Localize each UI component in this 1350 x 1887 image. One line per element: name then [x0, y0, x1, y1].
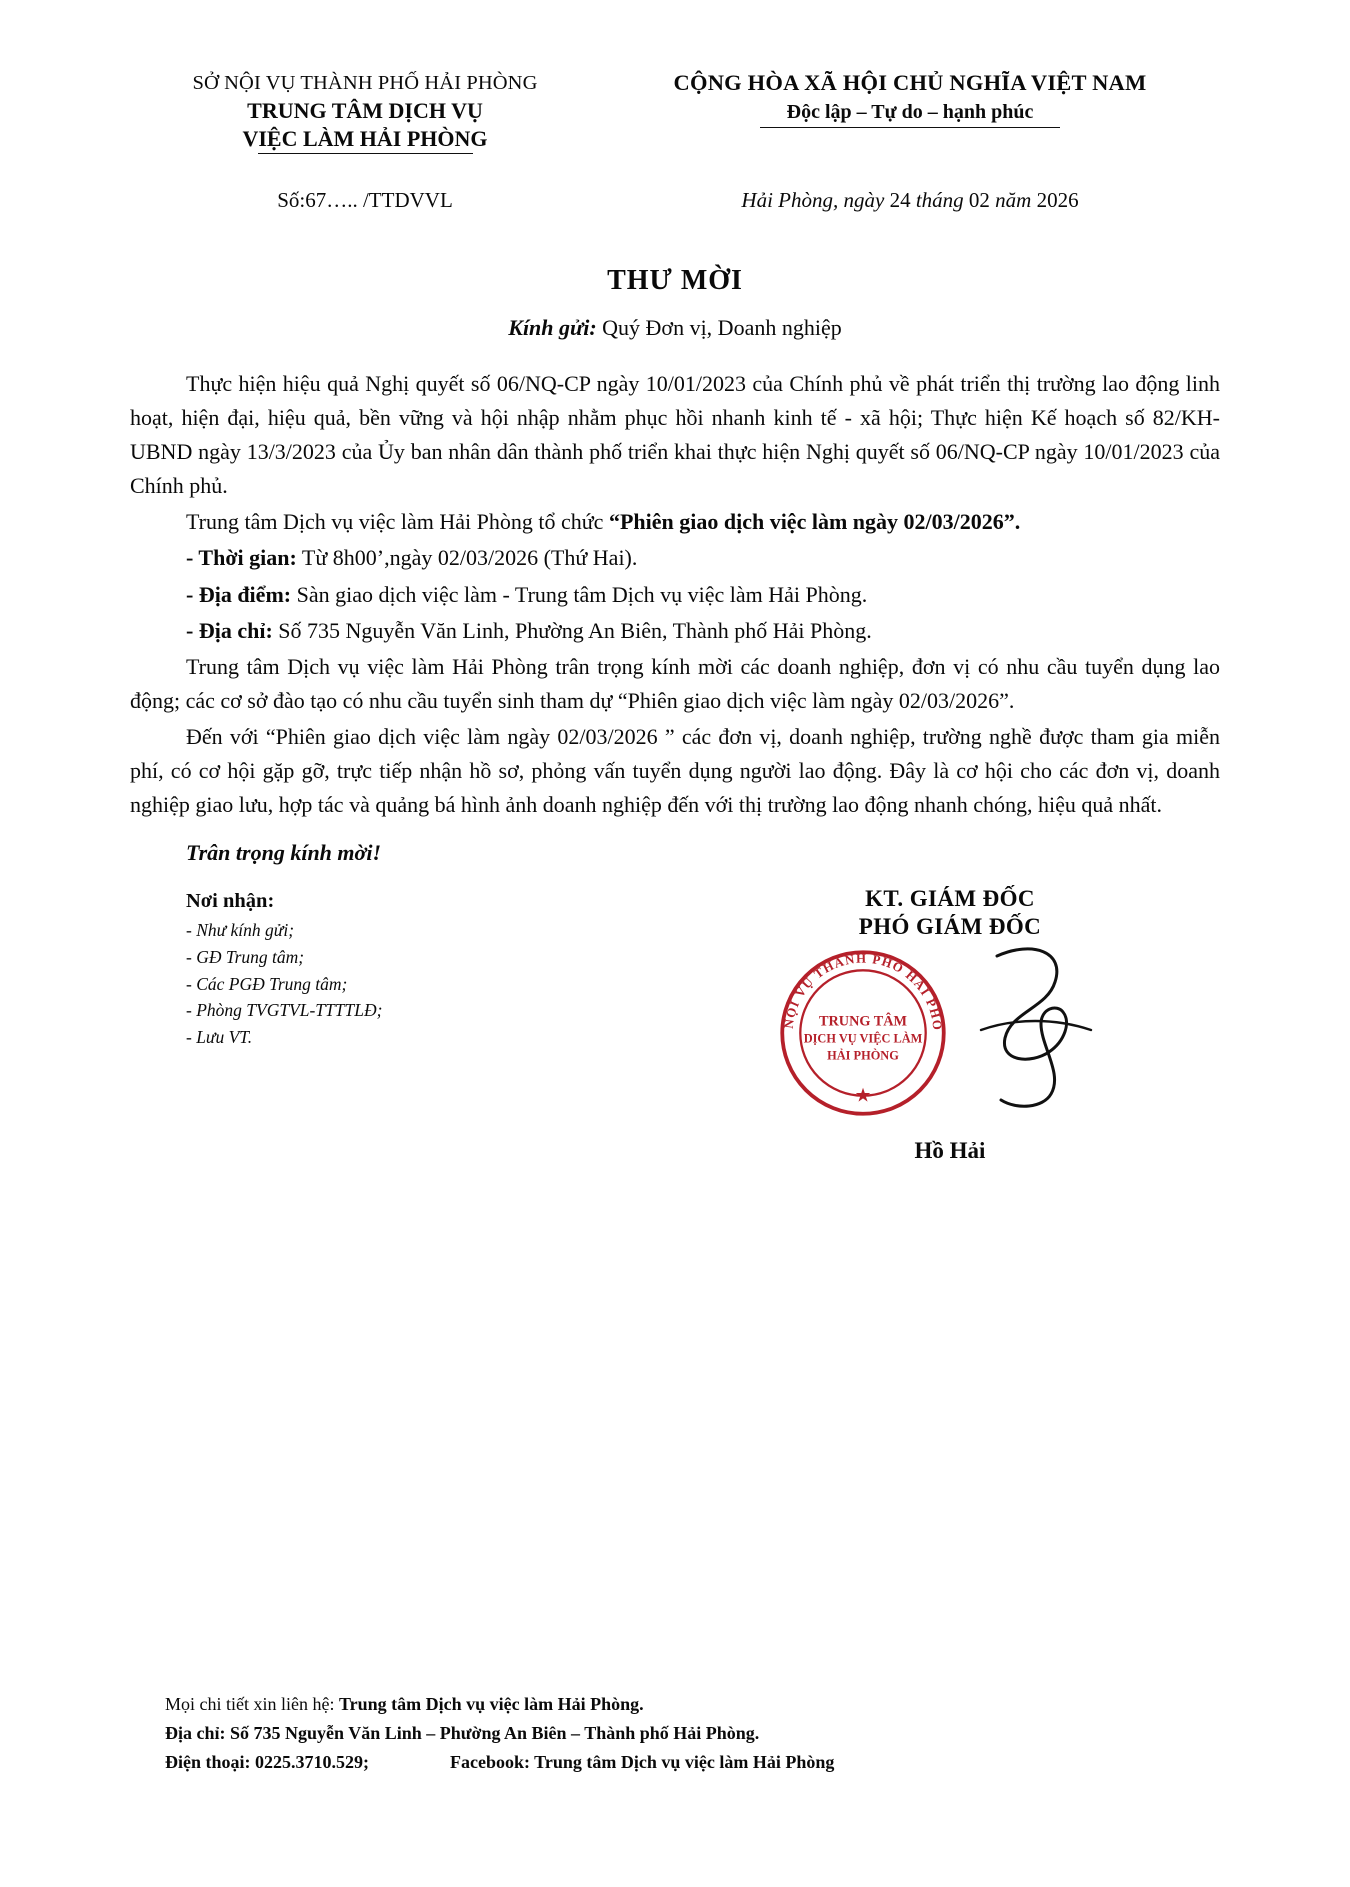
org-name-line2: [242, 126, 487, 154]
place-date-prefix: Hải Phòng, ngày: [741, 188, 885, 212]
svg-text:DỊCH VỤ VIỆC LÀM: DỊCH VỤ VIỆC LÀM: [803, 1031, 923, 1046]
detail-address-label: - Địa chỉ:: [186, 617, 273, 643]
signer-name: Hồ Hải: [914, 1138, 986, 1164]
recipient-label: Kính gửi:: [508, 315, 597, 340]
paragraph-2: [130, 505, 1220, 539]
svg-text:SỞ NỘI VỤ THÀNH PHỐ HẢI PHÒNG: NỘI VỤ THÀNH PHỐ HẢI PHÒ: [781, 951, 945, 1033]
national-motto-text: Độc lập – Tự do – hạnh phúc: [786, 101, 1034, 123]
list-item: - Lưu VT.: [186, 1026, 253, 1047]
detail-place-label: - Địa điểm:: [186, 581, 292, 607]
list-item: - Phòng TVGTVL-TTTTLĐ;: [186, 1000, 383, 1021]
detail-time-value: Từ 8h00’,ngày 02/03/2026 (Thứ Hai).: [301, 545, 638, 571]
handwritten-signature: [945, 934, 1125, 1124]
org-name-line1: TRUNG TÂM DỊCH VỤ: [247, 98, 483, 123]
signer-role-line2: PHÓ GIÁM ĐỐC: [858, 914, 1042, 940]
letter-subheader: [130, 188, 1220, 213]
signature-block: [740, 886, 1160, 1164]
signature-zone: [130, 886, 1220, 1190]
paragraph-1: Thực hiện hiệu quả Nghị quyết số 06/NQ-CP ngày 10/01/2023 của Chính phủ về phát triển thị trường lao động linh hoạt, hiện đại, hiệu quả, bền vững và hội nhập nhằm phục hồi nhanh kinh tế - xã hội; Thực hiện Kế hoạch số 82/KH-UBND ngày 13/3/2023 của Ủy ban nhân dân thành phố triển khai thực hiện Nghị quyết số 06/NQ-CP ngày 10/01/2023 của Chính phủ.: [130, 371, 1220, 499]
detail-address-value: Số 735 Nguyễn Văn Linh, Phường An Biên, Thành phố Hải Phòng.: [278, 617, 872, 643]
org-parent-name: SỞ NỘI VỤ THÀNH PHỐ HẢI PHÒNG: [192, 72, 538, 94]
footer-contact-lead: Mọi chi tiết xin liên hệ:: [165, 1694, 335, 1714]
paragraph-3: Trung tâm Dịch vụ việc làm Hải Phòng trân trọng kính mời các doanh nghiệp, đơn vị có nhu cầu tuyển dụng lao động; các cơ sở đào tạo có nhu cầu tuyển sinh tham dự “Phiên giao dịch việc làm ngày 02/03/2026”.: [130, 653, 1220, 713]
detail-place: [130, 578, 1220, 612]
letter-header: [130, 60, 1220, 154]
paragraph-4: Đến với “Phiên giao dịch việc làm ngày 02/03/2026 ” các đơn vị, doanh nghiệp, trường nghề được tham gia miễn phí, có cơ hội gặp gỡ, trực tiếp nhận hồ sơ, phỏng vấn tuyển dụng người lao động. Đây là cơ hội cho các đơn vị, doanh nghiệp giao lưu, hợp tác và quảng bá hình ảnh doanh nghiệp đến với thị trường lao động nhanh chóng, hiệu quả nhất.: [130, 723, 1220, 818]
date-month-label: tháng: [915, 188, 964, 212]
recipients-title: [186, 890, 382, 913]
signer-role-line1: KT. GIÁM ĐỐC: [865, 886, 1035, 912]
national-motto-underline: [760, 127, 1060, 128]
recipients-title-colon: :: [267, 890, 275, 913]
national-motto: [600, 101, 1220, 128]
footer-contact-line: [165, 1690, 1185, 1719]
detail-place-value: Sàn giao dịch việc làm - Trung tâm Dịch vụ việc làm Hải Phòng.: [296, 581, 868, 607]
document-content: [130, 60, 1220, 1190]
svg-text:TRUNG TÂM: TRUNG TÂM: [818, 1013, 908, 1030]
recipient-value: Quý Đơn vị, Doanh nghiệp: [602, 315, 842, 340]
date-year-label: năm: [995, 188, 1032, 212]
letter-body: [130, 367, 1220, 870]
footer-contact-org: Trung tâm Dịch vụ việc làm Hải Phòng.: [338, 1694, 644, 1714]
org-name-line2-text: VIỆC LÀM HẢI PHÒNG: [242, 126, 488, 151]
footer-address-line: Địa chỉ: Số 735 Nguyễn Văn Linh – Phường An Biên – Thành phố Hải Phòng.: [165, 1723, 760, 1744]
date-month: 02: [968, 188, 990, 212]
footer-facebook: Facebook: Trung tâm Dịch vụ việc làm Hải Phòng: [450, 1752, 835, 1773]
date-day: 24: [889, 188, 911, 212]
document-footer: [165, 1690, 1185, 1777]
document-title: THƯ MỜI: [607, 265, 743, 296]
document-number: Số:67….. /TTDVVL: [277, 188, 453, 212]
detail-time-label: - Thời gian:: [186, 545, 297, 571]
footer-phone: Điện thoại: 0225.3710.529;: [165, 1752, 369, 1773]
recipient-line: [130, 315, 1220, 341]
recipients-title-text: Nơi nhận: [186, 890, 268, 913]
list-item: - Các PGĐ Trung tâm;: [186, 973, 348, 994]
list-item: - Như kính gửi;: [186, 920, 295, 941]
org-underline: [258, 153, 473, 154]
detail-time: [130, 541, 1220, 575]
issuing-organization: [130, 60, 600, 154]
recipients-items: [186, 917, 382, 1050]
national-title: CỘNG HÒA XÃ HỘI CHỦ NGHĨA VIỆT NAM: [673, 70, 1147, 95]
official-seal-stamp: [768, 938, 958, 1128]
date-year: 2026: [1036, 188, 1079, 212]
list-item: - GĐ Trung tâm;: [186, 946, 305, 967]
place-and-date: [600, 188, 1220, 213]
svg-text:★: ★: [854, 1085, 872, 1107]
svg-text:HẢI PHÒNG: HẢI PHÒNG: [827, 1048, 899, 1063]
national-heading: [600, 60, 1220, 128]
paragraph-2-lead: Trung tâm Dịch vụ việc làm Hải Phòng tổ chức: [186, 509, 609, 535]
recipients-list: [186, 890, 382, 1050]
event-name: “Phiên giao dịch việc làm ngày 02/03/2026”.: [608, 509, 1021, 535]
detail-address: [130, 614, 1220, 648]
closing-line: Trân trọng kính mời!: [186, 840, 382, 866]
footer-contact-row: [165, 1748, 1185, 1777]
